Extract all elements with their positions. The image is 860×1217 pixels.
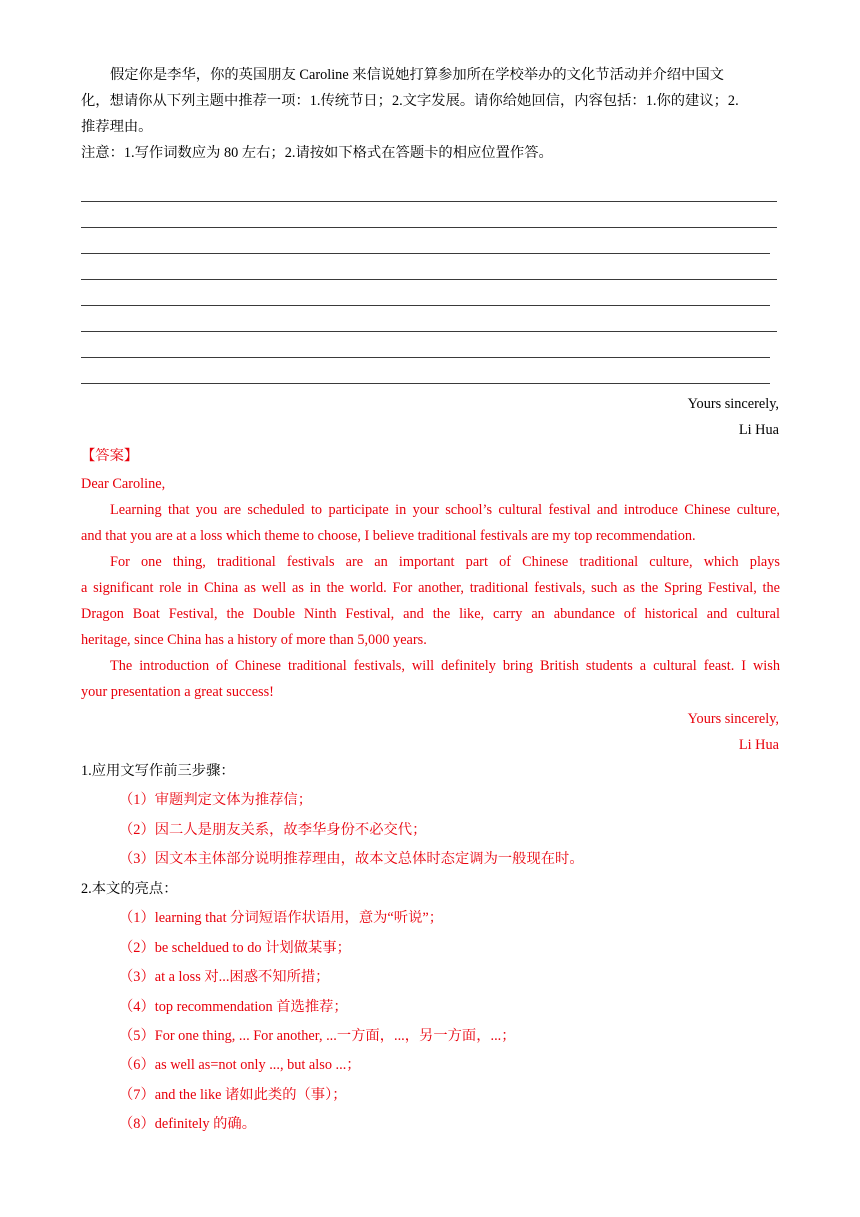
answer-closing: Yours sincerely, (687, 711, 779, 727)
writing-prompt (81, 62, 780, 166)
list-item: （2）因二人是朋友关系，故李华身份不必交代； (119, 821, 427, 838)
answer-name: Li Hua (738, 737, 779, 753)
prompt-note: 注意：1.写作词数应为 80 左右；2.请按如下格式在答题卡的相应位置作答。 (81, 145, 553, 161)
blank-line (81, 357, 770, 358)
list-item: （3）因文本主体部分说明推荐理由，故本文总体时态定调为一般现在时。 (119, 851, 584, 868)
list-item: （7）and the like 诸如此类的（事）； (119, 1086, 347, 1103)
list-item: （6）as well as=not only ..., but also ...； (119, 1057, 361, 1074)
answer-line: Learning that you are scheduled to participate in your school’s cultural festival and introduce Chinese culture, (110, 502, 780, 518)
blank-line (81, 331, 777, 332)
section-title: 2.本文的亮点： (81, 881, 178, 897)
list-item: （8）definitely 的确。 (119, 1116, 256, 1133)
prompt-line: 化，想请你从下列主题中推荐一项：1.传统节日；2.文字发展。请你给她回信，内容包括：1.你的建议；2. (81, 93, 739, 109)
answer-paragraph-1 (81, 497, 780, 549)
analysis-section-1 (81, 760, 584, 878)
answer-line: heritage, since China has a history of more than 5,000 years. (81, 632, 427, 648)
blank-line (81, 383, 770, 384)
answer-line: and that you are at a loss which theme to choose, I believe traditional festivals are my top recommendation. (81, 528, 696, 544)
list-item: （3）at a loss 对...困惑不知所措； (119, 969, 330, 986)
section-title: 1.应用文写作前三步骤： (81, 763, 235, 779)
template-closing: Yours sincerely, (687, 396, 779, 412)
answer-paragraph-3 (81, 653, 780, 705)
template-name: Li Hua (738, 422, 779, 438)
blank-line (81, 227, 777, 228)
list-item: （2）be scheldued to do 计划做某事； (119, 939, 351, 956)
answer-salutation: Dear Caroline, (81, 476, 166, 492)
answer-paragraph-2 (81, 549, 780, 653)
blank-line (81, 305, 770, 306)
answer-label: 【答案】 (81, 448, 139, 464)
blank-line (81, 279, 777, 280)
blank-line (81, 253, 770, 254)
list-item: （5）For one thing, ... For another, ...一方面，...，另一方面，...； (119, 1027, 516, 1044)
answer-line: Dragon Boat Festival, the Double Ninth Festival, and the like, carry an abundance of historical and cultural (81, 606, 780, 622)
list-item: （4）top recommendation 首选推荐； (119, 998, 348, 1015)
answer-line: The introduction of Chinese traditional festivals, will definitely bring British students a cultural feast. I wish (110, 658, 780, 674)
list-item: （1）审题判定文体为推荐信； (119, 792, 313, 809)
analysis-section-2 (81, 878, 516, 1143)
blank-line (81, 201, 777, 202)
answer-line: a significant role in China as well as in the world. For another, traditional festivals, such as the Spring Festival, the (81, 580, 780, 596)
prompt-line: 推荐理由。 (81, 119, 153, 135)
answer-line: your presentation a great success! (81, 684, 274, 700)
answer-line: For one thing, traditional festivals are an important part of Chinese traditional culture, which plays (110, 554, 780, 570)
prompt-line: 假定你是李华，你的英国朋友 Caroline 来信说她打算参加所在学校举办的文化节活动并介绍中国文 (110, 67, 724, 83)
list-item: （1）learning that 分词短语作状语用，意为“听说”； (119, 910, 444, 927)
